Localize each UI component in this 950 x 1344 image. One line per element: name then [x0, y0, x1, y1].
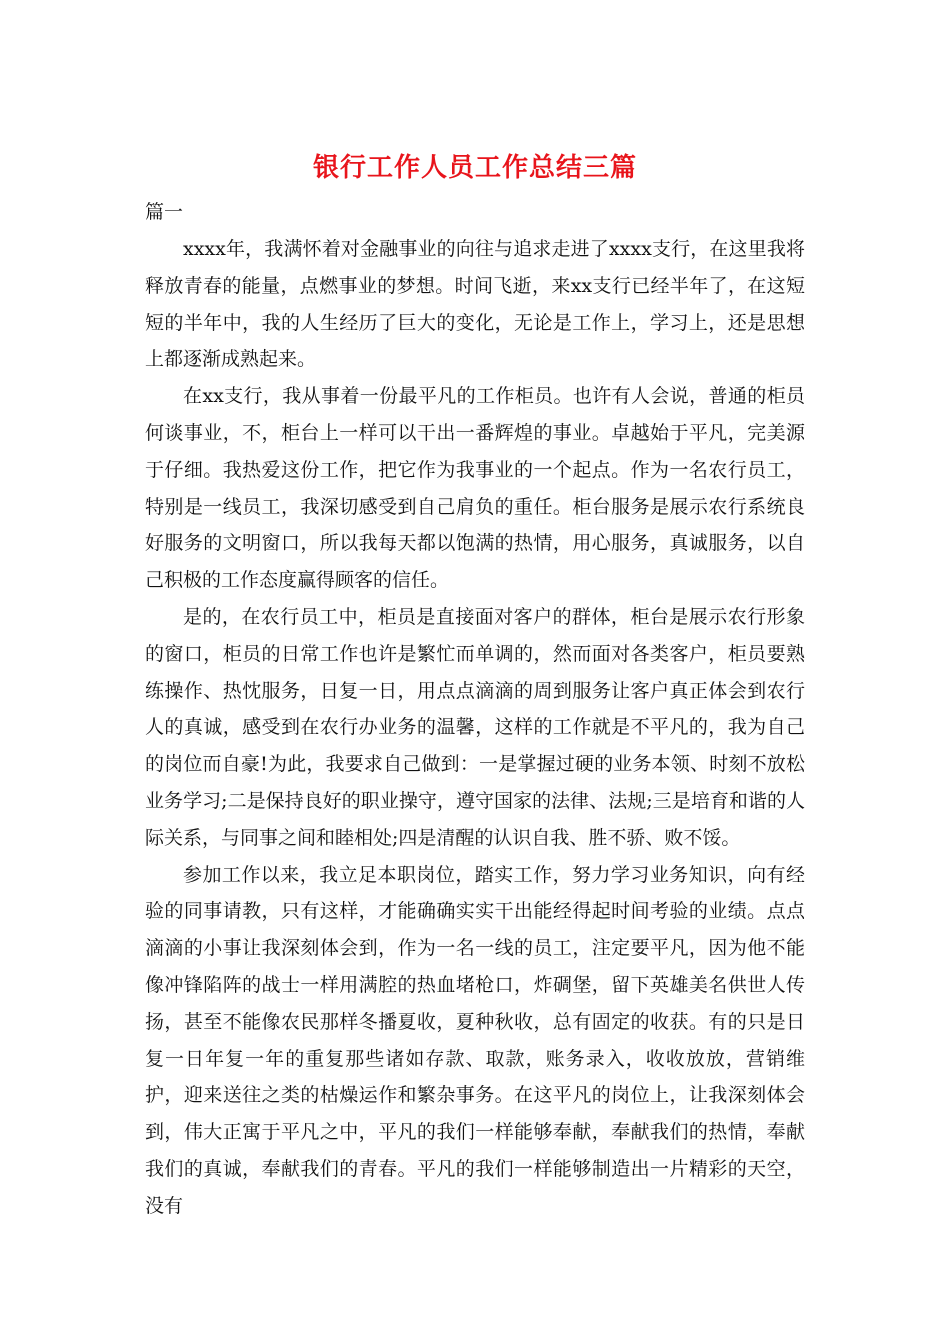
document-body [145, 231, 805, 1225]
paragraph: xxxx年，我满怀着对金融事业的向往与追求走进了xxxx支行，在这里我将释放青春的能量，点燃事业的梦想。时间飞逝，来xx支行已经半年了，在这短短的半年中，我的人生经历了巨大的变化，无论是工作上，学习上，还是思想上都逐渐成熟起来。 [145, 238, 805, 371]
paragraph: 是的，在农行员工中，柜员是直接面对客户的群体，柜台是展示农行形象的窗口，柜员的日常工作也许是繁忙而单调的，然而面对各类客户，柜员要熟练操作、热忱服务，日复一日，用点点滴滴的周到服务让客户真正体会到农行人的真诚，感受到在农行办业务的温馨，这样的工作就是不平凡的，我为自己的岗位而自豪!为此，我要求自己做到：一是掌握过硬的业务本领、时刻不放松业务学习;二是保持良好的职业操守，遵守国家的法律、法规;三是培育和谐的人际关系，与同事之间和睦相处;四是清醒的认识自我、胜不骄、败不馁。 [145, 605, 805, 849]
document-title: 银行工作人员工作总结三篇 [312, 153, 637, 183]
section-label: 篇一 [145, 201, 184, 223]
paragraph: 在xx支行，我从事着一份最平凡的工作柜员。也许有人会说，普通的柜员何谈事业，不，柜台上一样可以干出一番辉煌的事业。卓越始于平凡，完美源于仔细。我热爱这份工作，把它作为我事业的一个起点。作为一名农行员工，特别是一线员工，我深切感受到自己肩负的重任。柜台服务是展示农行系统良好服务的文明窗口，所以我每天都以饱满的热情，用心服务，真诚服务，以自己积极的工作态度赢得顾客的信任。 [145, 385, 805, 592]
paragraph: 参加工作以来，我立足本职岗位，踏实工作，努力学习业务知识，向有经验的同事请教，只有这样，才能确确实实干出能经得起时间考验的业绩。点点滴滴的小事让我深刻体会到，作为一名一线的员工，注定要平凡，因为他不能像冲锋陷阵的战士一样用满腔的热血堵枪口，炸碉堡，留下英雄美名供世人传扬，甚至不能像农民那样冬播夏收，夏种秋收，总有固定的收获。有的只是日复一日年复一年的重复那些诸如存款、取款，账务录入，收收放放，营销维护，迎来送往之类的枯燥运作和繁杂事务。在这平凡的岗位上，让我深刻体会到，伟大正寓于平凡之中，平凡的我们一样能够奉献，奉献我们的热情，奉献我们的真诚，奉献我们的青春。平凡的我们一样能够制造出一片精彩的天空，没有 [145, 863, 805, 1217]
